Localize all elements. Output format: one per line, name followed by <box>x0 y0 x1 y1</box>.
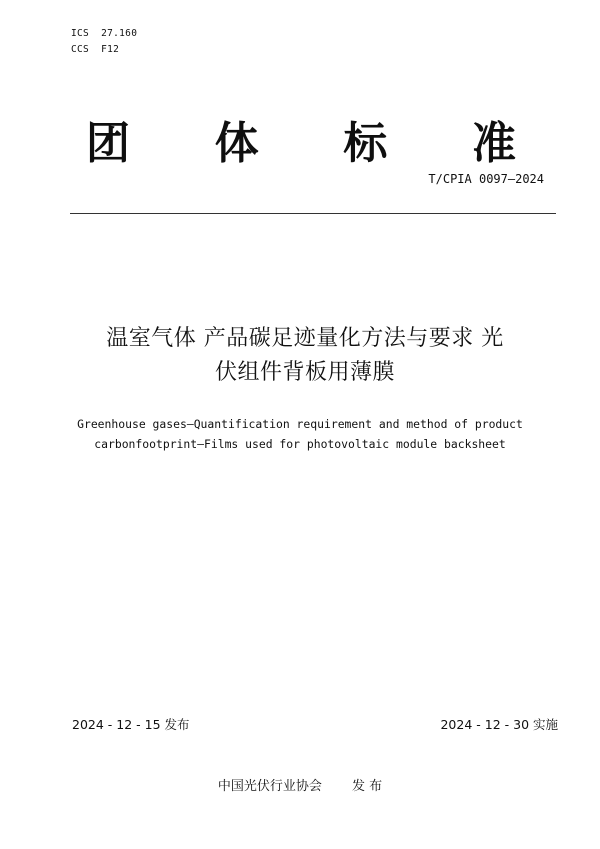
publisher-name: 中国光伏行业协会 <box>217 779 322 794</box>
ics-code: ICS 27.160 <box>71 28 138 39</box>
title-chinese-line: 温室气体 产品碳足迹量化方法与要求 光 <box>106 326 504 351</box>
standard-type-char: 准 <box>471 118 516 169</box>
standard-number: T/CPIA 0097—2024 <box>428 172 544 186</box>
implementation-date: 2024 - 12 - 30 实施 <box>440 717 558 732</box>
publisher-line <box>0 775 600 794</box>
header-divider <box>70 213 556 214</box>
title-chinese-line: 伏组件背板用薄膜 <box>214 360 395 385</box>
standard-type-char: 团 <box>86 118 130 169</box>
publisher-action: 发 布 <box>351 779 383 794</box>
ccs-code: CCS F12 <box>71 44 120 55</box>
title-english-line: carbonfootprint—Films used for photovoltaic module backsheet <box>94 437 506 451</box>
standard-type-heading <box>86 118 516 170</box>
title-english-line: Greenhouse gases—Quantification requirement and method of product <box>77 417 523 431</box>
issue-date: 2024 - 12 - 15 发布 <box>72 717 190 732</box>
title-chinese <box>60 322 550 390</box>
standard-type-char: 体 <box>214 118 259 169</box>
title-english <box>40 414 560 454</box>
standard-type-char: 标 <box>343 118 388 169</box>
